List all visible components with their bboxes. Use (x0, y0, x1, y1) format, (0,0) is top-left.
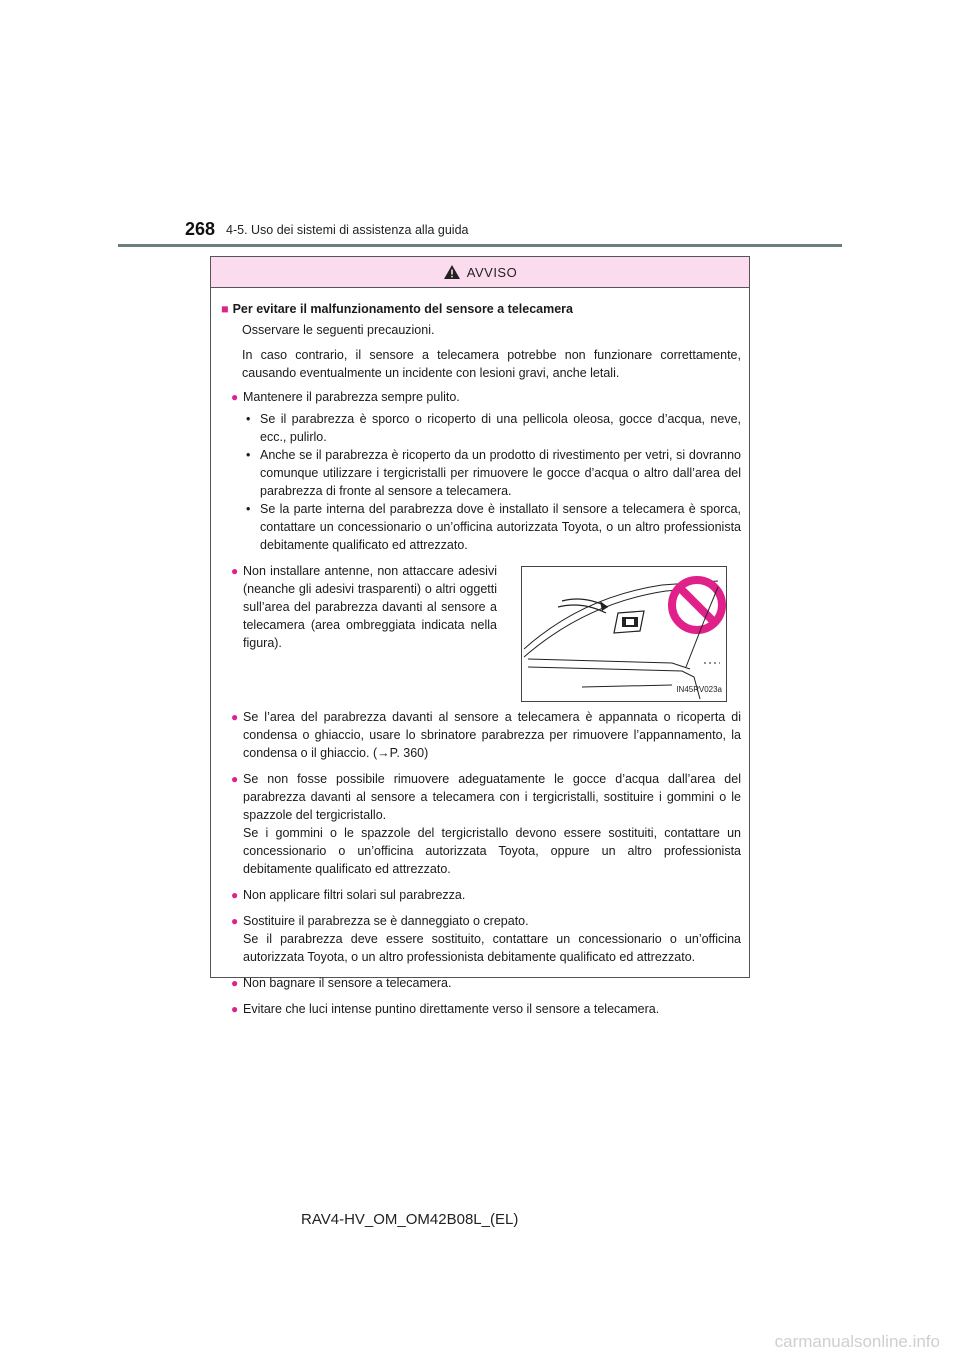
list-item-text: Non bagnare il sensore a telecamera. (243, 976, 452, 990)
warning-body (211, 288, 749, 1018)
dot-marker-icon: • (246, 502, 251, 516)
figure-code: IN45RV023a (676, 685, 722, 694)
document-code: RAV4-HV_OM_OM42B08L_(EL) (301, 1211, 519, 1228)
sub-list-text: Anche se il parabrezza è ricoperto da un prodotto di rivestimento per vetri, si dovranno comunque utilizzare i tergicristalli per rimuovere le gocce d’acqua o altro dall’area del parabrezza di fronte al sensore a telecamera. (260, 448, 741, 498)
circle-bullet-icon: ● (231, 564, 239, 578)
sub-list-item (243, 500, 741, 554)
square-bullet-icon: ■ (221, 302, 229, 316)
list-item-text: Non applicare filtri solari sul parabrezza. (243, 888, 466, 902)
sub-list-text: Se il parabrezza è sporco o ricoperto di una pellicola oleosa, gocce d’acqua, neve, ecc., pulirlo. (260, 412, 741, 444)
sub-list (243, 410, 741, 554)
list-item-text: Evitare che luci intense puntino direttamente verso il sensore a telecamera. (243, 1002, 660, 1016)
list-item-text-part: Sostituire il parabrezza se è danneggiato o crepato. (243, 914, 529, 928)
warning-header (211, 257, 749, 288)
list-item-text-part: Se i gommini o le spazzole del tergicristallo devono essere sostituiti, contattare un concessionario o un’officina autorizzata Toyota, oppure un altro professionista debitamente qualificato ed attrezzato. (243, 826, 741, 876)
sub-list-item (243, 446, 741, 500)
list-item-text-part: Se il parabrezza deve essere sostituito, contattare un concessionario o un’officina autorizzata Toyota, o un altro professionista debitamente qualificato ed attrezzato. (243, 932, 741, 964)
list-item (231, 974, 741, 992)
page-number: 268 (185, 219, 216, 239)
warning-triangle-icon (443, 264, 461, 280)
list-item (231, 1000, 741, 1018)
list-item-text: Se l’area del parabrezza davanti al sensore a telecamera è appannata o ricoperta di condensa o ghiaccio, usare lo sbrinatore parabrezza per rimuovere l’appannamento, la condensa o il ghiaccio. (→P. 360) (243, 710, 741, 760)
circle-bullet-icon: ● (231, 710, 239, 724)
figure-row (231, 562, 741, 702)
list-item (231, 562, 497, 702)
circle-bullet-icon: ● (231, 772, 239, 786)
section-title: 4-5. Uso dei sistemi di assistenza alla guida (226, 223, 469, 237)
watermark: carmanualsonline.info (774, 1332, 940, 1351)
warning-box (210, 256, 750, 1016)
sub-list-item (243, 410, 741, 446)
list-item (231, 388, 741, 406)
sub-list-text: Se la parte interna del parabrezza dove è installato il sensore a telecamera è sporca, contattare un concessionario o un’officina autorizzata Toyota, o un altro professionista debitamente qualificato ed attrezzato. (260, 502, 741, 552)
list-item (231, 886, 741, 904)
circle-bullet-icon: ● (231, 888, 239, 902)
warning-heading-text: Per evitare il malfunzionamento del sensore a telecamera (232, 302, 573, 316)
circle-bullet-icon: ● (231, 1002, 239, 1016)
dot-marker-icon: • (246, 448, 251, 462)
list-item (231, 708, 741, 762)
warning-title: AVVISO (466, 264, 518, 280)
circle-bullet-icon: ● (231, 914, 239, 928)
intro-paragraph-2: In caso contrario, il sensore a telecamera potrebbe non funzionare correttamente, causando eventualmente un incidente con lesioni gravi, anche letali. (242, 348, 741, 380)
list-item-text: Non installare antenne, non attaccare adesivi (neanche gli adesivi trasparenti) o altri oggetti sull’area del parabrezza davanti al sensore a telecamera (area ombreggiata indicata nella figura). (243, 564, 497, 650)
windshield-figure (521, 566, 727, 702)
list-item-text (243, 770, 741, 878)
list-item-text (243, 912, 741, 966)
warning-heading (221, 300, 741, 318)
dot-marker-icon: • (246, 412, 251, 426)
intro-paragraph-1: Osservare le seguenti precauzioni. (242, 323, 435, 337)
list-item-text: Mantenere il parabrezza sempre pulito. (243, 390, 460, 404)
list-item-text-part: Se non fosse possibile rimuovere adeguatamente le gocce d’acqua dall’area del parabrezza davanti al sensore a telecamera con i tergicristalli, sostituire i gommini o le spazzole del tergicristallo. (243, 772, 741, 822)
circle-bullet-icon: ● (231, 976, 239, 990)
list-item (231, 770, 741, 878)
list-item (231, 912, 741, 966)
header-rule (118, 244, 842, 247)
circle-bullet-icon: ● (231, 390, 239, 404)
